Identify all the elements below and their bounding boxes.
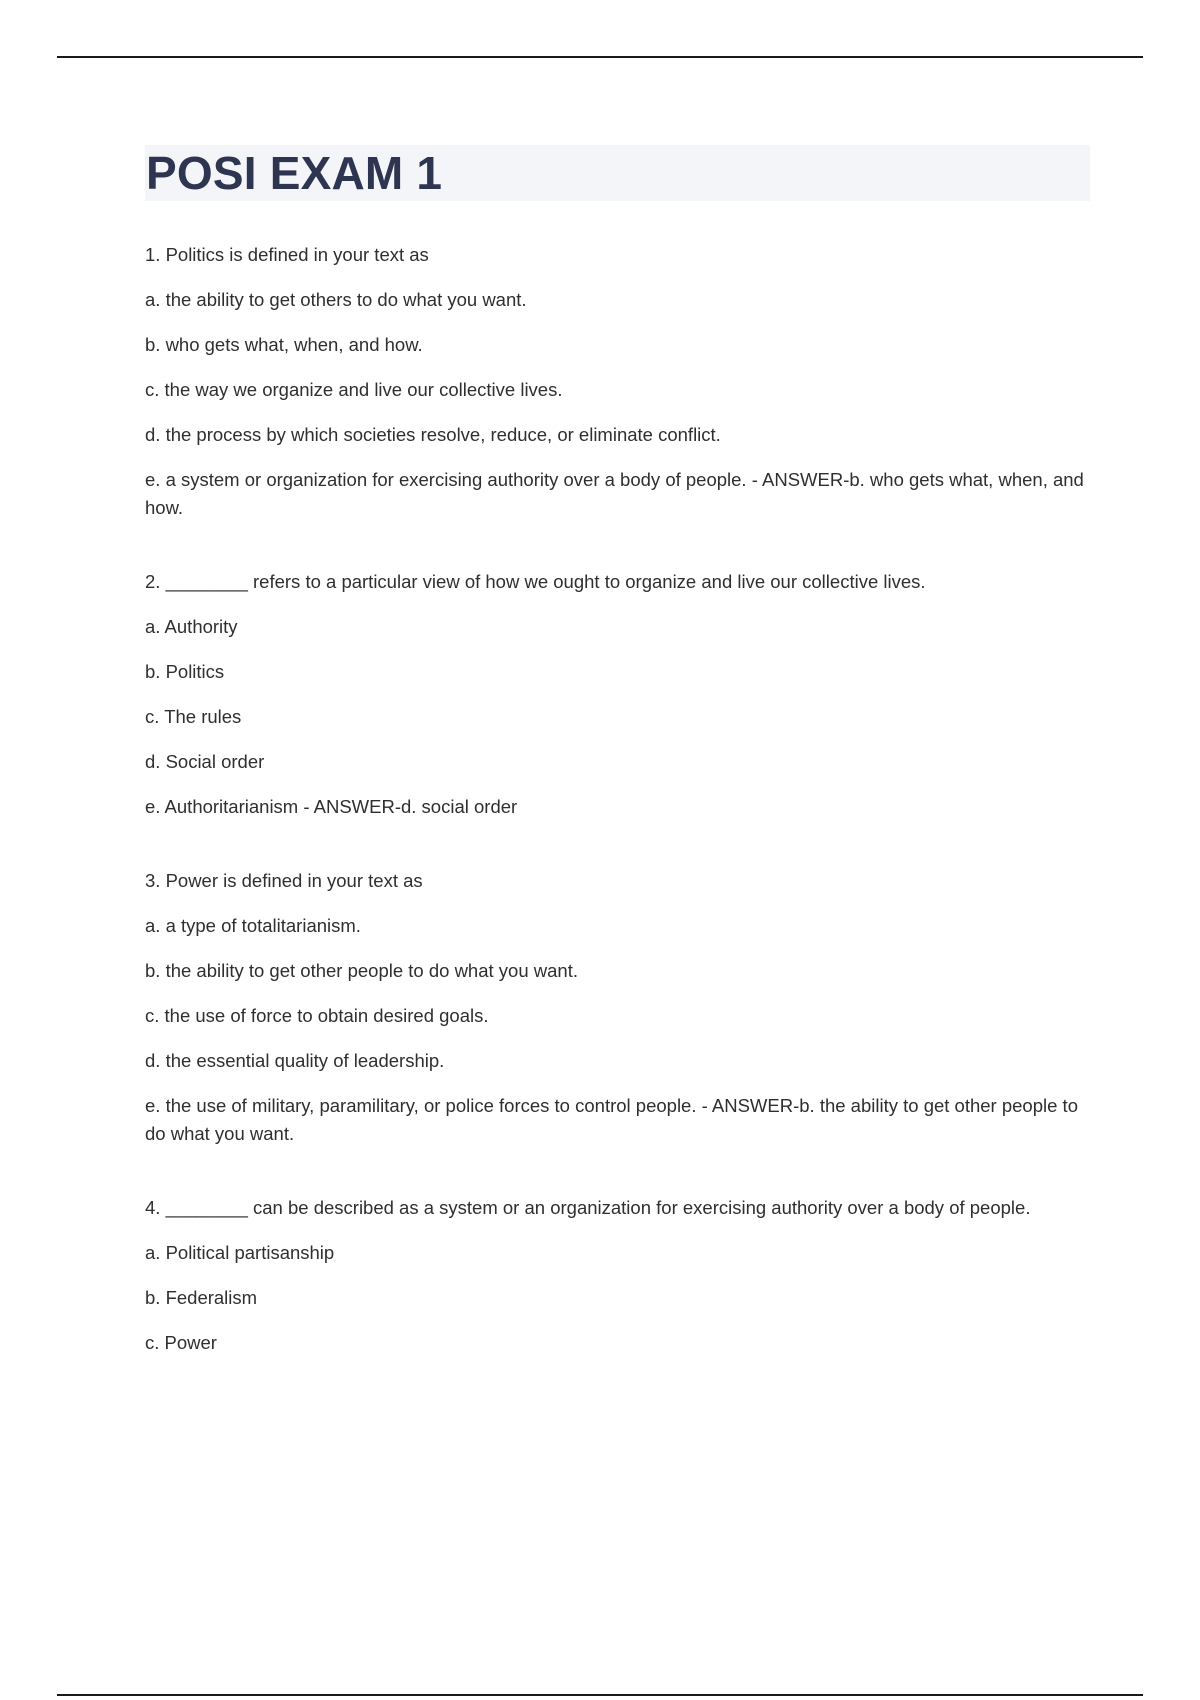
answer-option: e. the use of military, paramilitary, or police forces to control people. - ANSWER-b. the ability to get other people to do what you want. — [145, 1095, 1078, 1144]
question-stem: 4. ________ can be described as a system or an organization for exercising authority over a body of people. — [145, 1197, 1031, 1218]
question-4 — [145, 1194, 1090, 1357]
answer-option: b. Federalism — [145, 1287, 258, 1308]
top-rule — [57, 56, 1143, 58]
question-2 — [145, 568, 1090, 821]
answer-option: c. The rules — [145, 706, 242, 727]
document-title: POSI EXAM 1 — [146, 147, 443, 199]
answer-option: d. the essential quality of leadership. — [145, 1050, 445, 1071]
answer-option: b. the ability to get other people to do what you want. — [145, 960, 578, 981]
answer-option: b. Politics — [145, 661, 225, 682]
answer-option: c. the way we organize and live our collective lives. — [145, 379, 563, 400]
answer-option: a. Political partisanship — [145, 1242, 335, 1263]
answer-option: a. Authority — [145, 616, 238, 637]
document-body — [145, 145, 1090, 1403]
question-stem: 2. ________ refers to a particular view of how we ought to organize and live our collective lives. — [145, 571, 926, 592]
answer-option: c. the use of force to obtain desired goals. — [145, 1005, 489, 1026]
answer-option: b. who gets what, when, and how. — [145, 334, 423, 355]
question-1 — [145, 241, 1090, 522]
answer-option: d. the process by which societies resolve, reduce, or eliminate conflict. — [145, 424, 721, 445]
title-band — [145, 145, 1090, 201]
answer-option: d. Social order — [145, 751, 265, 772]
answer-option: c. Power — [145, 1332, 217, 1353]
answer-option: a. a type of totalitarianism. — [145, 915, 361, 936]
answer-option: e. a system or organization for exercising authority over a body of people. - ANSWER-b. who gets what, when, and how. — [145, 469, 1084, 518]
bottom-rule — [57, 1694, 1143, 1696]
answer-option: a. the ability to get others to do what you want. — [145, 289, 527, 310]
question-stem: 3. Power is defined in your text as — [145, 870, 423, 891]
question-3 — [145, 867, 1090, 1148]
question-stem: 1. Politics is defined in your text as — [145, 244, 429, 265]
answer-option: e. Authoritarianism - ANSWER-d. social order — [145, 796, 518, 817]
